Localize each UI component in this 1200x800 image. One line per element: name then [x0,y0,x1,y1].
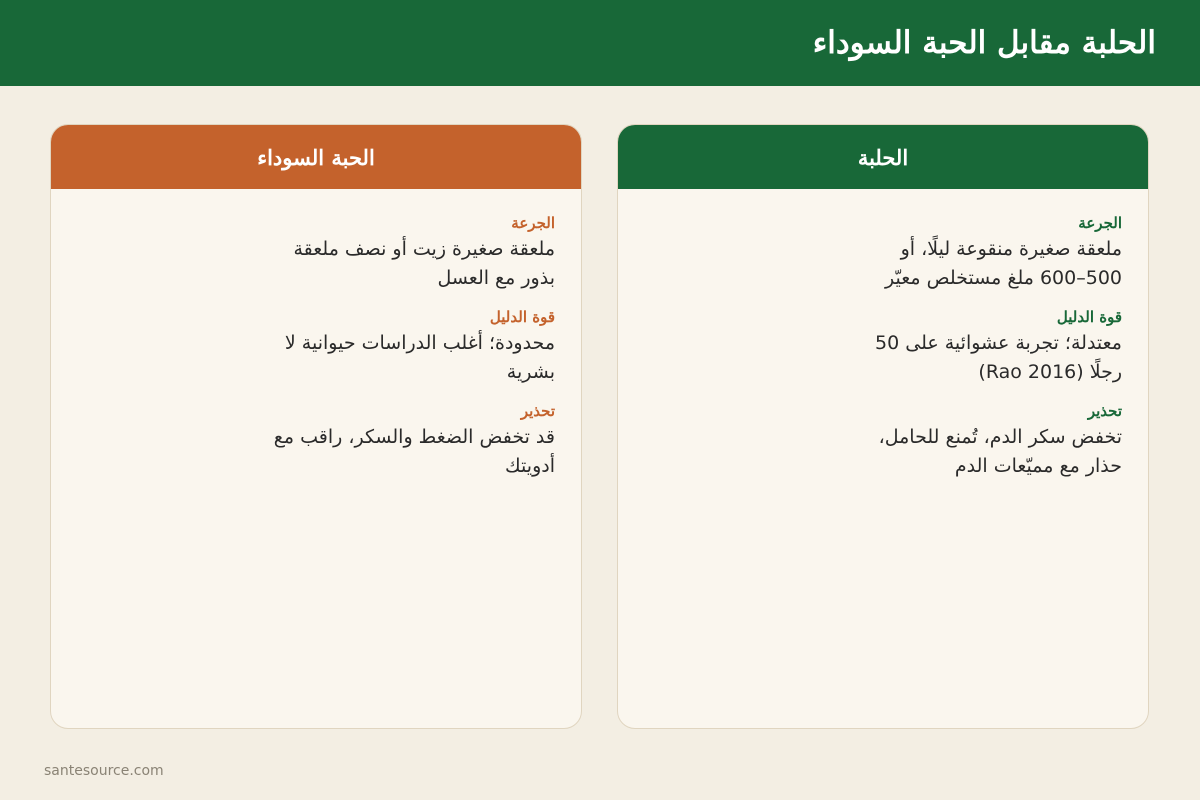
section-dose [77,211,555,293]
warning-text: تخفض سكر الدم، تُمنع للحامل، حذار مع مميّعات الدم [878,426,1122,477]
warning-label: تحذير [520,402,555,420]
dose-text: ملعقة صغيرة منقوعة ليلًا، أو 500–600 ملغ مستخلص معيّر [885,238,1122,289]
section-dose [644,211,1122,293]
dose-label: الجرعة [1078,214,1122,232]
warning-text: قد تخفض الضغط والسكر، راقب مع أدويتك [273,426,555,477]
card-header-fenugreek [618,125,1148,189]
section-warning [644,399,1122,481]
card-title-fenugreek: الحلبة [857,144,909,170]
header-bar [0,0,1200,86]
evidence-text: محدودة؛ أغلب الدراسات حيوانية لا بشرية [284,332,555,383]
dose-label: الجرعة [511,214,555,232]
section-evidence [77,305,555,387]
evidence-label: قوة الدليل [489,308,555,326]
card-nigella [50,124,582,729]
dose-text: ملعقة صغيرة زيت أو نصف ملعقة بذور مع العسل [293,238,555,289]
card-header-nigella [51,125,581,189]
warning-label: تحذير [1087,402,1122,420]
section-evidence [644,305,1122,387]
section-warning [77,399,555,481]
card-body-nigella [51,189,581,481]
card-fenugreek [617,124,1149,729]
card-body-fenugreek [618,189,1148,481]
evidence-text: معتدلة؛ تجربة عشوائية على 50 رجلًا (Rao 2016) [875,332,1122,383]
evidence-label: قوة الدليل [1056,308,1122,326]
page-title: الحلبة مقابل الحبة السوداء [812,25,1156,61]
card-title-nigella: الحبة السوداء [257,144,375,170]
footer-source: santesource.com [44,763,164,779]
